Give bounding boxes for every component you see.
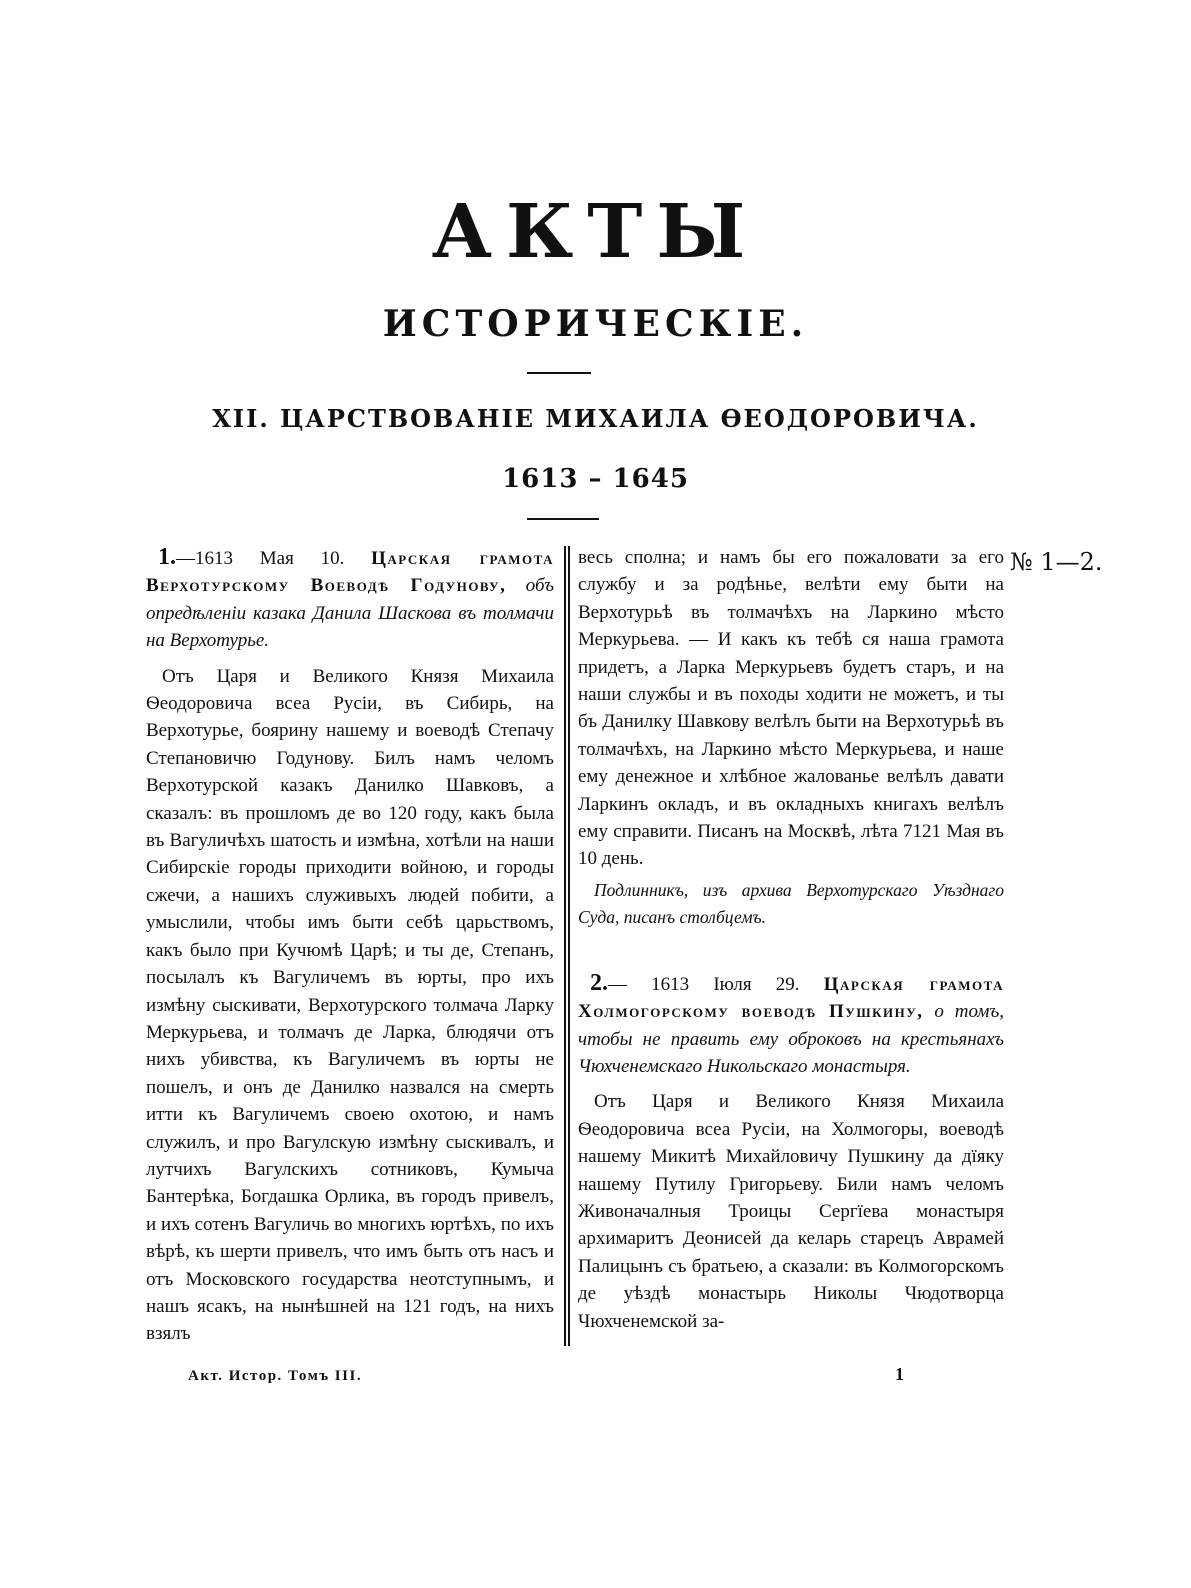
entry-2-summary: о томъ, чтобы не править ему оброковъ на крестьянахъ Чюхченемскаго Никольскаго монастыря. <box>578 1001 1004 1077</box>
page-number: 1 <box>895 1364 904 1384</box>
entry-2-number: 2. <box>590 969 608 996</box>
margin-note: № 1—2. <box>1010 548 1103 576</box>
entry-1-source: Подлинникъ, изъ архива Верхотурскаго Уѣзднаго Суда, писанъ столбцемъ. <box>578 879 1004 928</box>
right-column <box>578 544 1004 1335</box>
entry-1-continuation: весь сполна; и намъ бы его пожаловати за его службу и за родѣнье, велѣти ему быти на Верхотурьѣ въ толмачѣхъ на Ларкино мѣсто Меркурьева. — И какъ къ тебѣ ся наша грамота придетъ, а Ларка Меркурьевъ будетъ старъ, и на наши службы и въ походы ходити не можетъ, и ты бъ Данилку Шавкову велѣлъ быти на Верхотурьѣ въ толмачѣхъ, на Ларкино мѣсто Меркурьева, и наше ему денежное и хлѣбное жалованье велѣлъ давати Ларкинъ окладъ, и въ окладныхъ книгахъ велѣлъ ему справити. Писанъ на Москвѣ, лѣта 7121 Мая въ 10 день. <box>578 547 1004 870</box>
entry-2-title: Царская грамота Холмогорскому воеводѣ Пушкину, <box>578 973 1004 1023</box>
left-column <box>146 544 554 1348</box>
entry-2-heading <box>578 970 1004 1081</box>
entry-1-heading <box>146 544 554 655</box>
entry-1-number: 1. <box>158 544 176 570</box>
book-subtitle: ИСТОРИЧЕСКІЕ. <box>382 303 809 345</box>
book-title: АКТЫ <box>431 189 760 275</box>
title-divider <box>527 372 591 374</box>
entry-1-title: Царская грамота Верхотурскому Воеводѣ Годунову, <box>146 548 554 597</box>
entry-2-date: — 1613 Іюля 29. <box>608 973 800 995</box>
entry-1-summary: объ опредѣленіи казака Данила Шаскова въ толмачи на Верхотурье. <box>146 575 554 652</box>
section-divider <box>527 518 599 520</box>
entry-1-date: —1613 Мая 10. <box>176 548 345 569</box>
reign-heading: XII. ЦАРСТВОВАНІЕ МИХАИЛА ѲЕОДОРОВИЧА. <box>212 404 979 433</box>
column-rule-left <box>564 546 566 1346</box>
entry-2-body: Отъ Царя и Великого Князя Михаила Ѳеодоровича всеа Русіи, на Холмогоры, воеводѣ нашему Микитѣ Михайловичу Пушкину да дїяку нашему Путилу Григорьеву. Били намъ челомъ Живоначалныя Троицы Сергїева монастыря архимаритъ Деонисей да келарь старецъ Аврамей Палицынъ съ братьею, а сказали: въ Колмогорскомъ де уѣздѣ монастырь Николы Чюдотворца Чюхченемской за- <box>578 1091 1004 1332</box>
column-rule-right <box>568 546 570 1346</box>
reign-years: 1613 – 1645 <box>502 464 689 494</box>
footer-volume: Акт. Истор. Томъ III. <box>188 1368 363 1384</box>
entry-1-body: Отъ Царя и Великого Князя Михаила Ѳеодоровича всеа Русіи, въ Сибирь, на Верхотурье, боярину нашему и воеводѣ Степачу Степановичю Годунову. Билъ намъ челомъ Верхотурской казакъ Данилко Шавковъ, а сказалъ: въ прошломъ де во 120 году, какъ была въ Вагуличѣхъ шатость и измѣна, хотѣли на наши Сибирскіе городы приходити войною, и городы сжечи, а нашихъ служивыхъ людей побити, а умыслили, чтобы имъ быти себѣ царьствомъ, какъ было при Кучюмѣ Царѣ; и ты де, Степанъ, посылалъ къ Вагуличемъ въ юрты, про ихъ измѣну сыскивати, Верхотурского толмача Ларку Меркурьева, и толмачъ де Ларка, блюдячи отъ нихъ убивства, къ Вагуличемъ въ юрты не пошелъ, и онъ де Данилко назвался на смерть итти къ Вагуличемъ своею охотою, и намъ служилъ, и про Вагулскую измѣну сыскивалъ, и лутчихъ Вагулскихъ сотниковъ, Кумыча Бантерѣка, Богдашка Орлика, въ городъ привелъ, и ихъ сотенъ Вагуличь во многихъ юртѣхъ, по ихъ вѣрѣ, къ шерти привелъ, что имъ быть отъ насъ и отъ Московского государства неотступнымъ, и нашъ ясакъ, на нынѣшней на 121 годъ, на нихъ взялъ <box>146 665 554 1345</box>
